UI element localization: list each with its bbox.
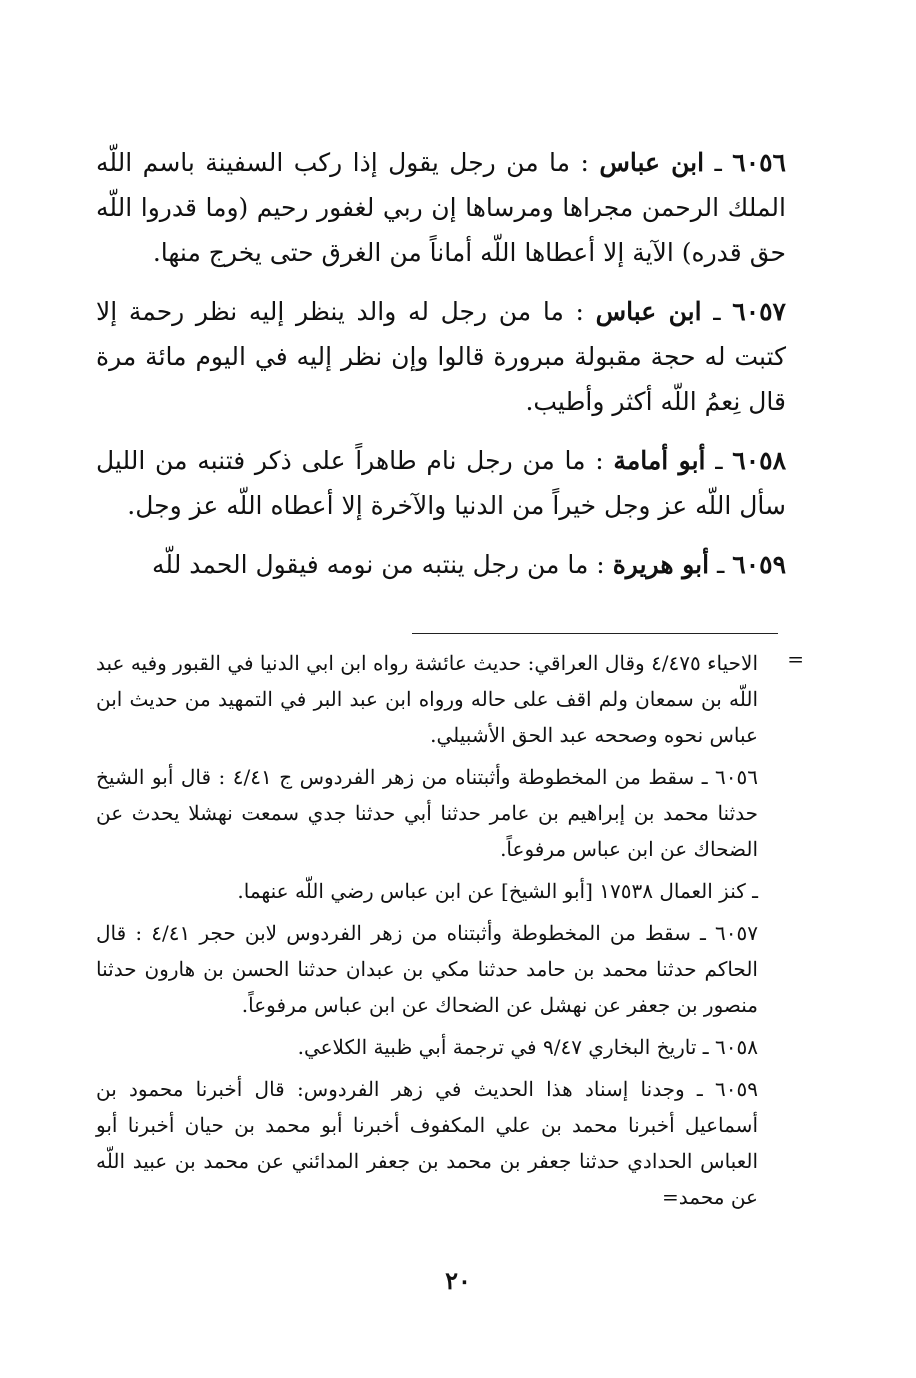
hadith-entry: ٦٠٥٨ ـ أبو أمامة : ما من رجل نام طاهراً على ذكر فتنبه من الليل سأل اللّه عز وجل خيراً من الدنيا والآخرة إلا أعطاه اللّه عز وجل. xyxy=(96,446,786,520)
footnote-divider xyxy=(412,633,778,634)
hadith-number: ٦٠٥٦ xyxy=(732,148,786,177)
narrator-name: ابن عباس xyxy=(595,297,702,326)
footnote: ٦٠٥٧ ـ سقط من المخطوطة وأثبتناه من زهر الفردوس لابن حجر ٤/٤١ : قال الحاكم حدثنا محمد بن حامد حدثنا مكي بن عبدان حدثنا الحسن بن هارون حدثنا منصور بن جعفر عن نهشل عن الضحاك عن ابن عباس مرفوعاً. xyxy=(96,921,759,1017)
narrator-name: أبو أمامة xyxy=(613,446,706,475)
footnote: ٦٠٥٦ ـ سقط من المخطوطة وأثبتناه من زهر الفردوس ج ٤/٤١ : قال أبو الشيخ حدثنا محمد بن إبراهيم بن عامر حدثنا أبي حدثنا جدي سمعت نهشلا يحدث عن الضحاك عن ابن عباس مرفوعاً. xyxy=(96,765,758,861)
hadith-entry: ٦٠٥٧ ـ ابن عباس : ما من رجل له والد ينظر إليه نظر رحمة إلا كتبت له حجة مقبولة مبرورة قالوا وإن نظر إليه في اليوم مائة مرة قال نِعمُ اللّه أكثر وأطيب. xyxy=(96,297,786,416)
footnote: ٦٠٥٩ ـ وجدنا إسناد هذا الحديث في زهر الفردوس: قال أخبرنا محمود بن أسماعيل أخبرنا محمد بن علي المكفوف أخبرنا أبو محمد بن حيان أخبرنا أبو العباس الحدادي حدثنا جعفر بن محمد بن جعفر المدائني عن محمد بن عبيد اللّه عن محمد= xyxy=(96,1077,758,1209)
hadith-number: ٦٠٥٩ xyxy=(732,550,786,579)
hadith-number: ٦٠٥٧ xyxy=(732,297,786,326)
footnotes xyxy=(96,645,804,1221)
hadith-number: ٦٠٥٨ xyxy=(732,446,786,475)
footnote: ـ كنز العمال ١٧٥٣٨ [أبو الشيخ] عن ابن عباس رضي اللّه عنهما. xyxy=(237,879,758,903)
hadith-text: : ما من رجل له والد ينظر إليه نظر رحمة إلا كتبت له حجة مقبولة مبرورة قالوا وإن نظر إليه في اليوم مائة مرة قال نِعمُ اللّه أكثر وأطيب. xyxy=(96,297,786,416)
hadith-entry: ٦٠٥٩ ـ أبو هريرة : ما من رجل ينتبه من نومه فيقول الحمد للّه xyxy=(152,550,786,579)
hadith-text: : ما من رجل نام طاهراً على ذكر فتنبه من الليل سأل اللّه عز وجل خيراً من الدنيا والآخرة إلا أعطاه اللّه عز وجل. xyxy=(96,446,786,520)
hadith-entry: ٦٠٥٦ ـ ابن عباس : ما من رجل يقول إذا ركب السفينة باسم اللّه الملك الرحمن مجراها ومرساها إن ربي لغفور رحيم (وما قدروا اللّه حق قدره) الآية إلا أعطاها اللّه أماناً من الغرق حتى يخرج منها. xyxy=(96,148,786,267)
hadith-text: : ما من رجل يقول إذا ركب السفينة باسم اللّه الملك الرحمن مجراها ومرساها إن ربي لغفور رحيم (وما قدروا اللّه حق قدره) الآية إلا أعطاها اللّه أماناً من الغرق حتى يخرج منها. xyxy=(96,148,786,267)
narrator-name: ابن عباس xyxy=(599,148,705,177)
page-number: ٢٠ xyxy=(445,1266,471,1295)
continuation-mark: = xyxy=(787,647,804,671)
main-text xyxy=(96,140,786,601)
footnote: الاحياء ٤/٤٧٥ وقال العراقي: حديث عائشة رواه ابن ابي الدنيا في القبور وفيه عبد اللّه بن سمعان ولم اقف على حاله ورواه ابن عبد البر في التمهيد من حديث ابن عباس نحوه وصححه عبد الحق الأشبيلي. xyxy=(96,651,759,747)
narrator-name: أبو هريرة xyxy=(612,550,710,579)
footnote: ٦٠٥٨ ـ تاريخ البخاري ٩/٤٧ في ترجمة أبي ظبية الكلاعي. xyxy=(297,1035,758,1059)
hadith-text: : ما من رجل ينتبه من نومه فيقول الحمد للّه xyxy=(152,550,605,579)
